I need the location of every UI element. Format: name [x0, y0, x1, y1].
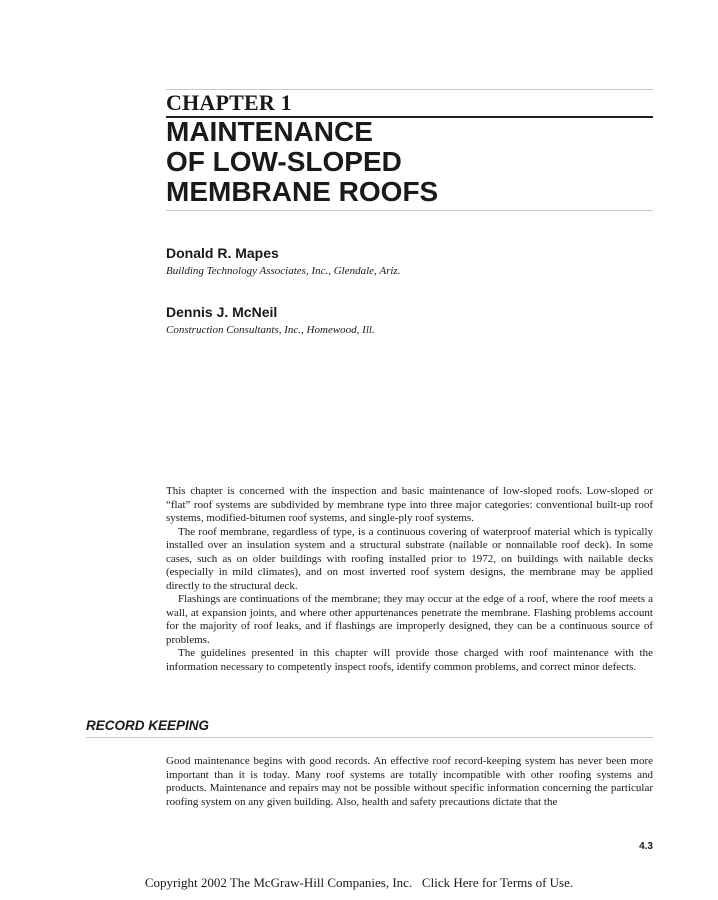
intro-paragraph: This chapter is concerned with the inspection and basic maintenance of low-sloped roofs. Low-sloped or “flat” roof systems are subdivided by membrane type into three major categories: conventional built-up roof systems, modified-bitumen roof systems, and single-ply roof systems. [166, 485, 653, 524]
section-heading: RECORD KEEPING [86, 718, 210, 733]
chapter-title [166, 117, 653, 207]
author-affiliation: Construction Consultants, Inc., Homewood, Ill. [166, 324, 375, 336]
title-line: OF LOW-SLOPED [166, 146, 402, 177]
title-bottom-rule [166, 210, 653, 211]
intro-paragraph: Flashings are continuations of the membrane; they may occur at the edge of a roof, where the roof meets a wall, at expansion joints, and where other appurtenances penetrate the membrane. Flashing problems account for the majority of roof leaks, and if flashings are improperly designed, they can be a continuous source of problems. [166, 593, 653, 646]
author-name: Dennis J. McNeil [166, 304, 278, 320]
chapter-label: CHAPTER 1 [166, 90, 292, 115]
author-name: Donald R. Mapes [166, 245, 279, 261]
title-line: MEMBRANE ROOFS [166, 176, 439, 207]
intro-paragraph: The guidelines presented in this chapter will provide those charged with roof maintenance with the information necessary to competently inspect roofs, identify common problems, and correct minor defects. [166, 647, 653, 673]
intro-text [166, 485, 653, 674]
intro-paragraph: The roof membrane, regardless of type, is a continuous covering of waterproof material which is typically installed over an insulation system and a structural substrate (nailable or nonnailable roof deck). In some cases, such as on older buildings with roofing installed prior to 1972, on buildings with nailable decks (especially in mild climates), and on most inverted roof system designs, the membrane may be applied directly to the structural deck. [166, 525, 653, 592]
section-rule [86, 737, 653, 738]
title-line: MAINTENANCE [166, 116, 373, 147]
section-text [166, 755, 653, 809]
copyright-footer[interactable]: Copyright 2002 The McGraw-Hill Companies, Inc. Click Here for Terms of Use. [144, 875, 574, 890]
section-paragraph: Good maintenance begins with good records. An effective roof record-keeping system has never been more important than it is today. Many roof systems are totally incompatible with other roofing systems and products. Maintenance and repairs may not be possible without specific information concerning the particular roofing system on any given building. Also, health and safety precautions dictate that the [166, 755, 653, 808]
page-number: 4.3 [639, 841, 653, 852]
author-affiliation: Building Technology Associates, Inc., Glendale, Ariz. [166, 265, 401, 277]
